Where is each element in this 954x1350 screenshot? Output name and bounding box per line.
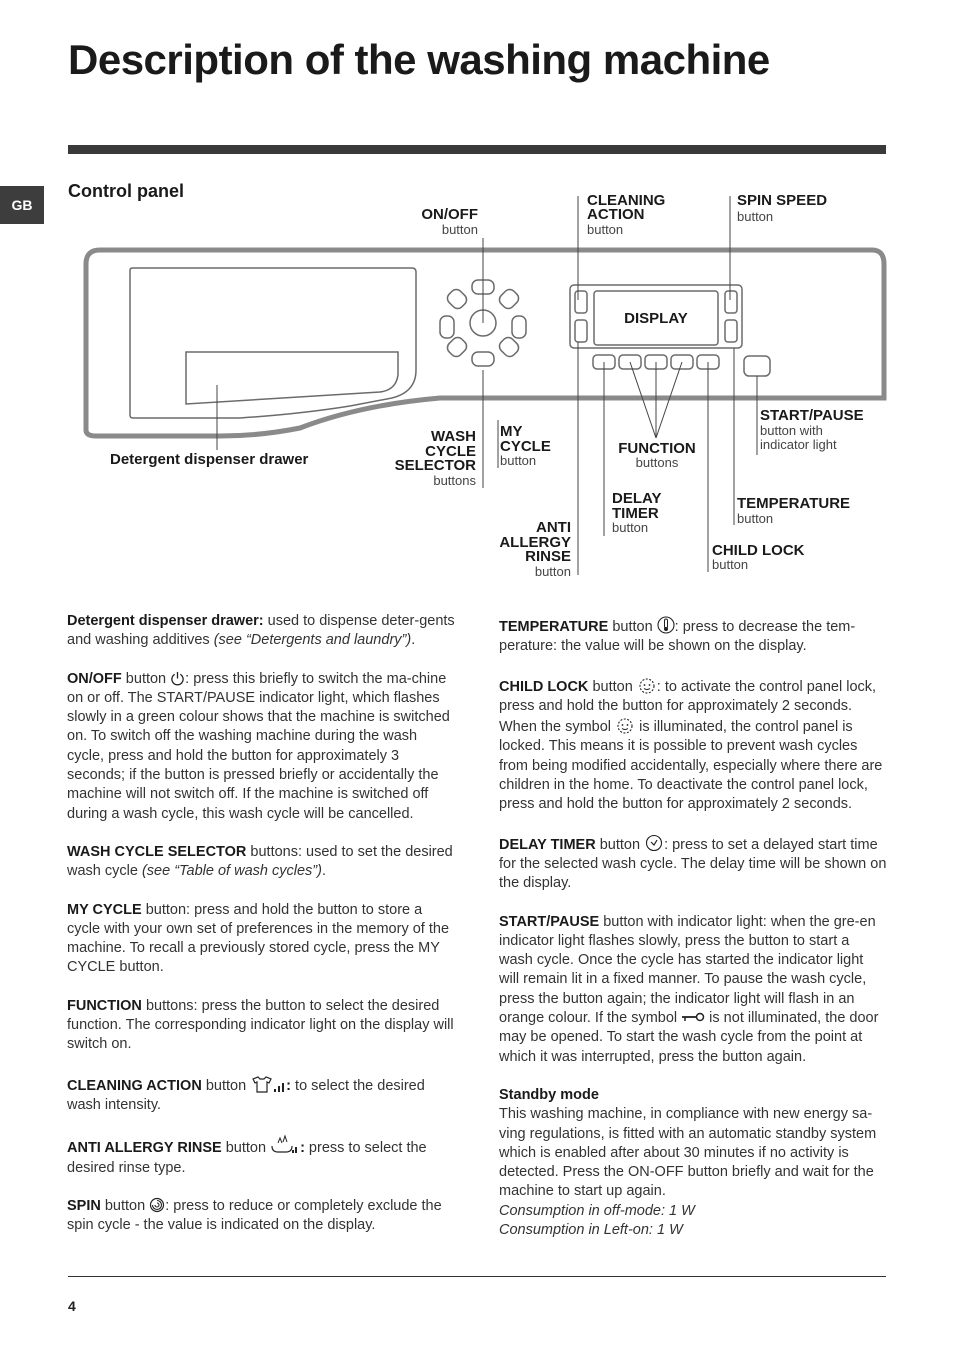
cleaning-label-1: CLEANING [587, 192, 666, 209]
wash-cycle-label-1: WASH [431, 428, 476, 445]
antiallergy-paragraph: ANTI ALLERGY RINSE button : press to select the desired rinse type. [67, 1134, 455, 1178]
detergent-paragraph: Detergent dispenser drawer: used to dispense deter-gents and washing additives (see “Detergents and laundry”). [67, 613, 455, 649]
start-pause-sub-1: button with [760, 423, 823, 438]
clock-icon [644, 834, 664, 852]
basin-rinse-icon [270, 1134, 300, 1156]
anti-allergy-label-1: ANTI [536, 519, 571, 536]
detergent-drawer [130, 268, 416, 418]
drawer-handle [186, 352, 398, 404]
standby-offmode: Consumption in off-mode: 1 W [499, 1202, 695, 1219]
childlock-paragraph: CHILD LOCK button : to activate the control panel lock, press and hold the button for approximately 2 seconds. When the symbol is illuminated, the control panel is locked. This means it is possible to prevent wash cycles from being modified accidentally, especially where there are children in the home. To deactivate the control panel lock, press and hold the button for approximately 2 seconds. [499, 676, 887, 815]
mycycle-paragraph: MY CYCLE button: press and hold the button to store a cycle with your own set of preferences in the memory of the machine. To recall a previously stored cycle, press the MY CYCLE button. [67, 901, 450, 976]
temperature-paragraph: TEMPERATURE button : press to decrease the tem-perature: the value will be shown on the display. [499, 616, 887, 657]
startpause-paragraph: START/PAUSE button with indicator light: when the gre-en indicator light flashes slowly, press the button to start a wash cycle. Once the cycle has started the indicator light will remain lit in a fixed manner. To pause the wash cycle, press the button again; the indicator light will flash in an orange colour. If the symbol is not illuminated, the door may be opened. To start the wash cycle from the point at which it was interrupted, press the button again. [499, 913, 879, 1065]
start-pause-button [744, 356, 770, 376]
cleaning-paragraph: CLEANING ACTION button : to select the desired wash intensity. [67, 1074, 455, 1116]
anti-allergy-sub: button [534, 564, 571, 579]
spin-speed-label: SPIN SPEED [737, 192, 828, 209]
start-pause-label: START/PAUSE [760, 407, 864, 424]
wash-cycle-label-2: CYCLE [425, 443, 476, 460]
child-lock-label: CHILD LOCK [712, 542, 805, 559]
wash-cycle-label-3: SELECTOR [394, 457, 476, 474]
left-column [67, 612, 455, 1254]
child-face-icon-inline [615, 716, 635, 734]
function-label: FUNCTION [618, 440, 696, 457]
page-title: Description of the washing machine [68, 36, 770, 83]
washcycle-paragraph: WASH CYCLE SELECTOR buttons: used to set the desired wash cycle (see “Table of wash cycles”). [67, 843, 453, 880]
function-sub: buttons [635, 455, 679, 470]
temperature-label: TEMPERATURE [737, 495, 851, 512]
standby-heading: Standby mode [499, 1086, 599, 1103]
child-lock-sub: button [712, 557, 749, 572]
shirt-intensity-icon [250, 1074, 286, 1094]
on-off-sub: button [441, 222, 478, 237]
delay-timer-label-2: TIMER [612, 505, 659, 522]
display-label: DISPLAY [624, 310, 688, 327]
key-icon [681, 1011, 705, 1023]
anti-allergy-label-2: ALLERGY [499, 534, 571, 551]
power-icon [170, 671, 185, 686]
function-paragraph: FUNCTION buttons: press the button to select the desired function. The corresponding indicator light on the display will switch on. [67, 997, 454, 1053]
standby-lefton: Consumption in Left-on: 1 W [499, 1222, 683, 1239]
wash-cycle-sub: buttons [433, 473, 476, 488]
delay-timer-label-1: DELAY [612, 490, 662, 507]
start-pause-sub-2: indicator light [760, 437, 837, 452]
spin-speed-sub: button [737, 209, 774, 224]
on-off-label: ON/OFF [421, 206, 478, 223]
thermometer-icon [657, 616, 675, 634]
cleaning-label-2: ACTION [587, 206, 645, 223]
temperature-sub: button [737, 511, 774, 526]
right-column [499, 616, 887, 1240]
standby-section [499, 1086, 887, 1240]
section-title: Control panel [68, 181, 184, 201]
my-cycle-label-2: CYCLE [500, 438, 551, 455]
delaytimer-paragraph: DELAY TIMER button : press to set a delayed start time for the selected wash cycle. The delay time will be shown on the display. [499, 834, 887, 894]
onoff-paragraph: ON/OFF button : press this briefly to switch the ma-chine on or off. The START/PAUSE indicator light, which flashes slowly in a green colour shows that the machine is switched on. To switch off the washing machine during the wash cycle, press and hold the button for approximately 3 seconds; if the button is pressed briefly or accidentally the machine will not switch off. If the machine is switched off during a wash cycle, this wash cycle will be cancelled. [67, 670, 450, 822]
spin-icon [149, 1197, 165, 1213]
my-cycle-sub: button [500, 453, 537, 468]
anti-allergy-label-3: RINSE [525, 548, 571, 565]
my-cycle-label-1: MY [500, 423, 523, 440]
language-tab: GB [0, 186, 44, 224]
footer-rule [68, 1276, 886, 1277]
detergent-label: Detergent dispenser drawer [110, 451, 309, 468]
delay-timer-sub: button [612, 520, 649, 535]
standby-text: This washing machine, in compliance with new energy sa-ving regulations, is fitted with an automatic standby system which is enabled after about 30 minutes if no activity is detected. Press the ON-OFF button briefly and wait for the machine to start up again. [499, 1106, 877, 1200]
spin-paragraph: SPIN button : press to reduce or completely exclude the spin cycle - the value is indicated on the display. [67, 1197, 442, 1234]
child-face-icon [637, 676, 657, 694]
page-number: 4 [68, 1298, 76, 1314]
cleaning-sub: button [587, 222, 624, 237]
